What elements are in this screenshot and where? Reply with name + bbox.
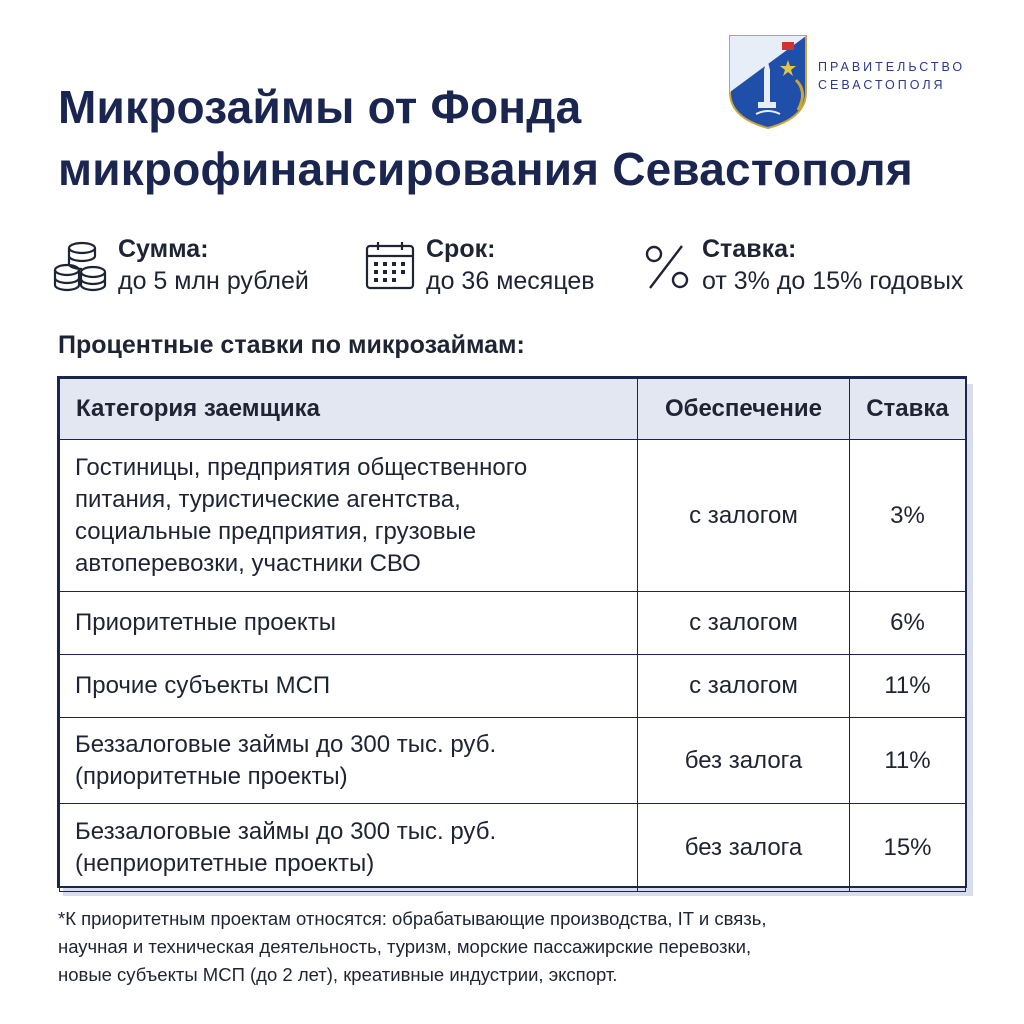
percent-icon bbox=[642, 240, 698, 292]
table-row bbox=[60, 655, 966, 718]
key-facts bbox=[52, 232, 992, 302]
cell-rate: 6% bbox=[850, 592, 966, 655]
footnote-line: новые субъекты МСП (до 2 лет), креативные индустрии, экспорт. bbox=[58, 964, 618, 985]
calendar-icon bbox=[364, 240, 420, 292]
cell-category-line: социальные предприятия, грузовые bbox=[75, 517, 477, 545]
page-title-line-2: микрофинансирования Севастополя bbox=[58, 143, 913, 195]
cell-collateral: с залогом bbox=[638, 655, 850, 718]
cell-category-line: Беззалоговые займы до 300 тыс. руб. bbox=[75, 730, 497, 758]
table-row bbox=[60, 804, 966, 892]
cell-collateral: с залогом bbox=[638, 592, 850, 655]
footnote bbox=[58, 905, 988, 989]
page-title-line-1: Микрозаймы от Фонда bbox=[58, 81, 582, 133]
cell-category bbox=[60, 718, 638, 804]
cell-category bbox=[60, 804, 638, 892]
cell-category-line: питания, туристические агентства, bbox=[75, 485, 461, 513]
cell-rate: 15% bbox=[850, 804, 966, 892]
cell-category-line: Прочие субъекты МСП bbox=[75, 672, 331, 699]
cell-rate: 3% bbox=[850, 440, 966, 592]
fact-amount-label: Сумма: bbox=[118, 235, 209, 263]
column-header-collateral: Обеспечение bbox=[638, 379, 850, 440]
logo-text-line-2: СЕВАСТОПОЛЯ bbox=[818, 78, 946, 92]
column-header-category: Категория заемщика bbox=[60, 379, 638, 440]
fact-rate-value: от 3% до 15% годовых bbox=[702, 267, 964, 295]
cell-category bbox=[60, 440, 638, 592]
fact-term-value: до 36 месяцев bbox=[426, 267, 595, 295]
cell-category-line: Приоритетные проекты bbox=[75, 609, 336, 636]
table-row bbox=[60, 440, 966, 592]
cell-category-line: (приоритетные проекты) bbox=[75, 762, 348, 790]
logo-text-line-1: ПРАВИТЕЛЬСТВО bbox=[818, 60, 966, 74]
fact-amount-value: до 5 млн рублей bbox=[118, 267, 309, 295]
cell-category-line: Гостиницы, предприятия общественного bbox=[75, 453, 528, 481]
cell-collateral: без залога bbox=[638, 718, 850, 804]
cell-category-line: автоперевозки, участники СВО bbox=[75, 549, 421, 577]
logo-text bbox=[818, 58, 965, 94]
table-row bbox=[60, 718, 966, 804]
cell-collateral: без залога bbox=[638, 804, 850, 892]
fact-term-label: Срок: bbox=[426, 235, 496, 263]
cell-rate: 11% bbox=[850, 655, 966, 718]
cell-category-line: (неприоритетные проекты) bbox=[75, 849, 375, 877]
footnote-line: *К приоритетным проектам относятся: обрабатывающие производства, IT и связь, bbox=[58, 908, 767, 929]
cell-category bbox=[60, 655, 638, 718]
government-logo bbox=[726, 30, 996, 130]
footnote-line: научная и техническая деятельность, туризм, морские пассажирские перевозки, bbox=[58, 936, 752, 957]
rates-table bbox=[57, 376, 967, 888]
cell-category-line: Беззалоговые займы до 300 тыс. руб. bbox=[75, 817, 497, 845]
cell-rate: 11% bbox=[850, 718, 966, 804]
sevastopol-coat-of-arms-icon bbox=[726, 30, 810, 130]
cell-category bbox=[60, 592, 638, 655]
column-header-rate: Ставка bbox=[850, 379, 966, 440]
fact-rate-label: Ставка: bbox=[702, 235, 797, 263]
table-heading: Процентные ставки по микрозаймам: bbox=[58, 331, 525, 359]
cell-collateral: с залогом bbox=[638, 440, 850, 592]
coins-icon bbox=[52, 240, 108, 292]
table-row bbox=[60, 592, 966, 655]
